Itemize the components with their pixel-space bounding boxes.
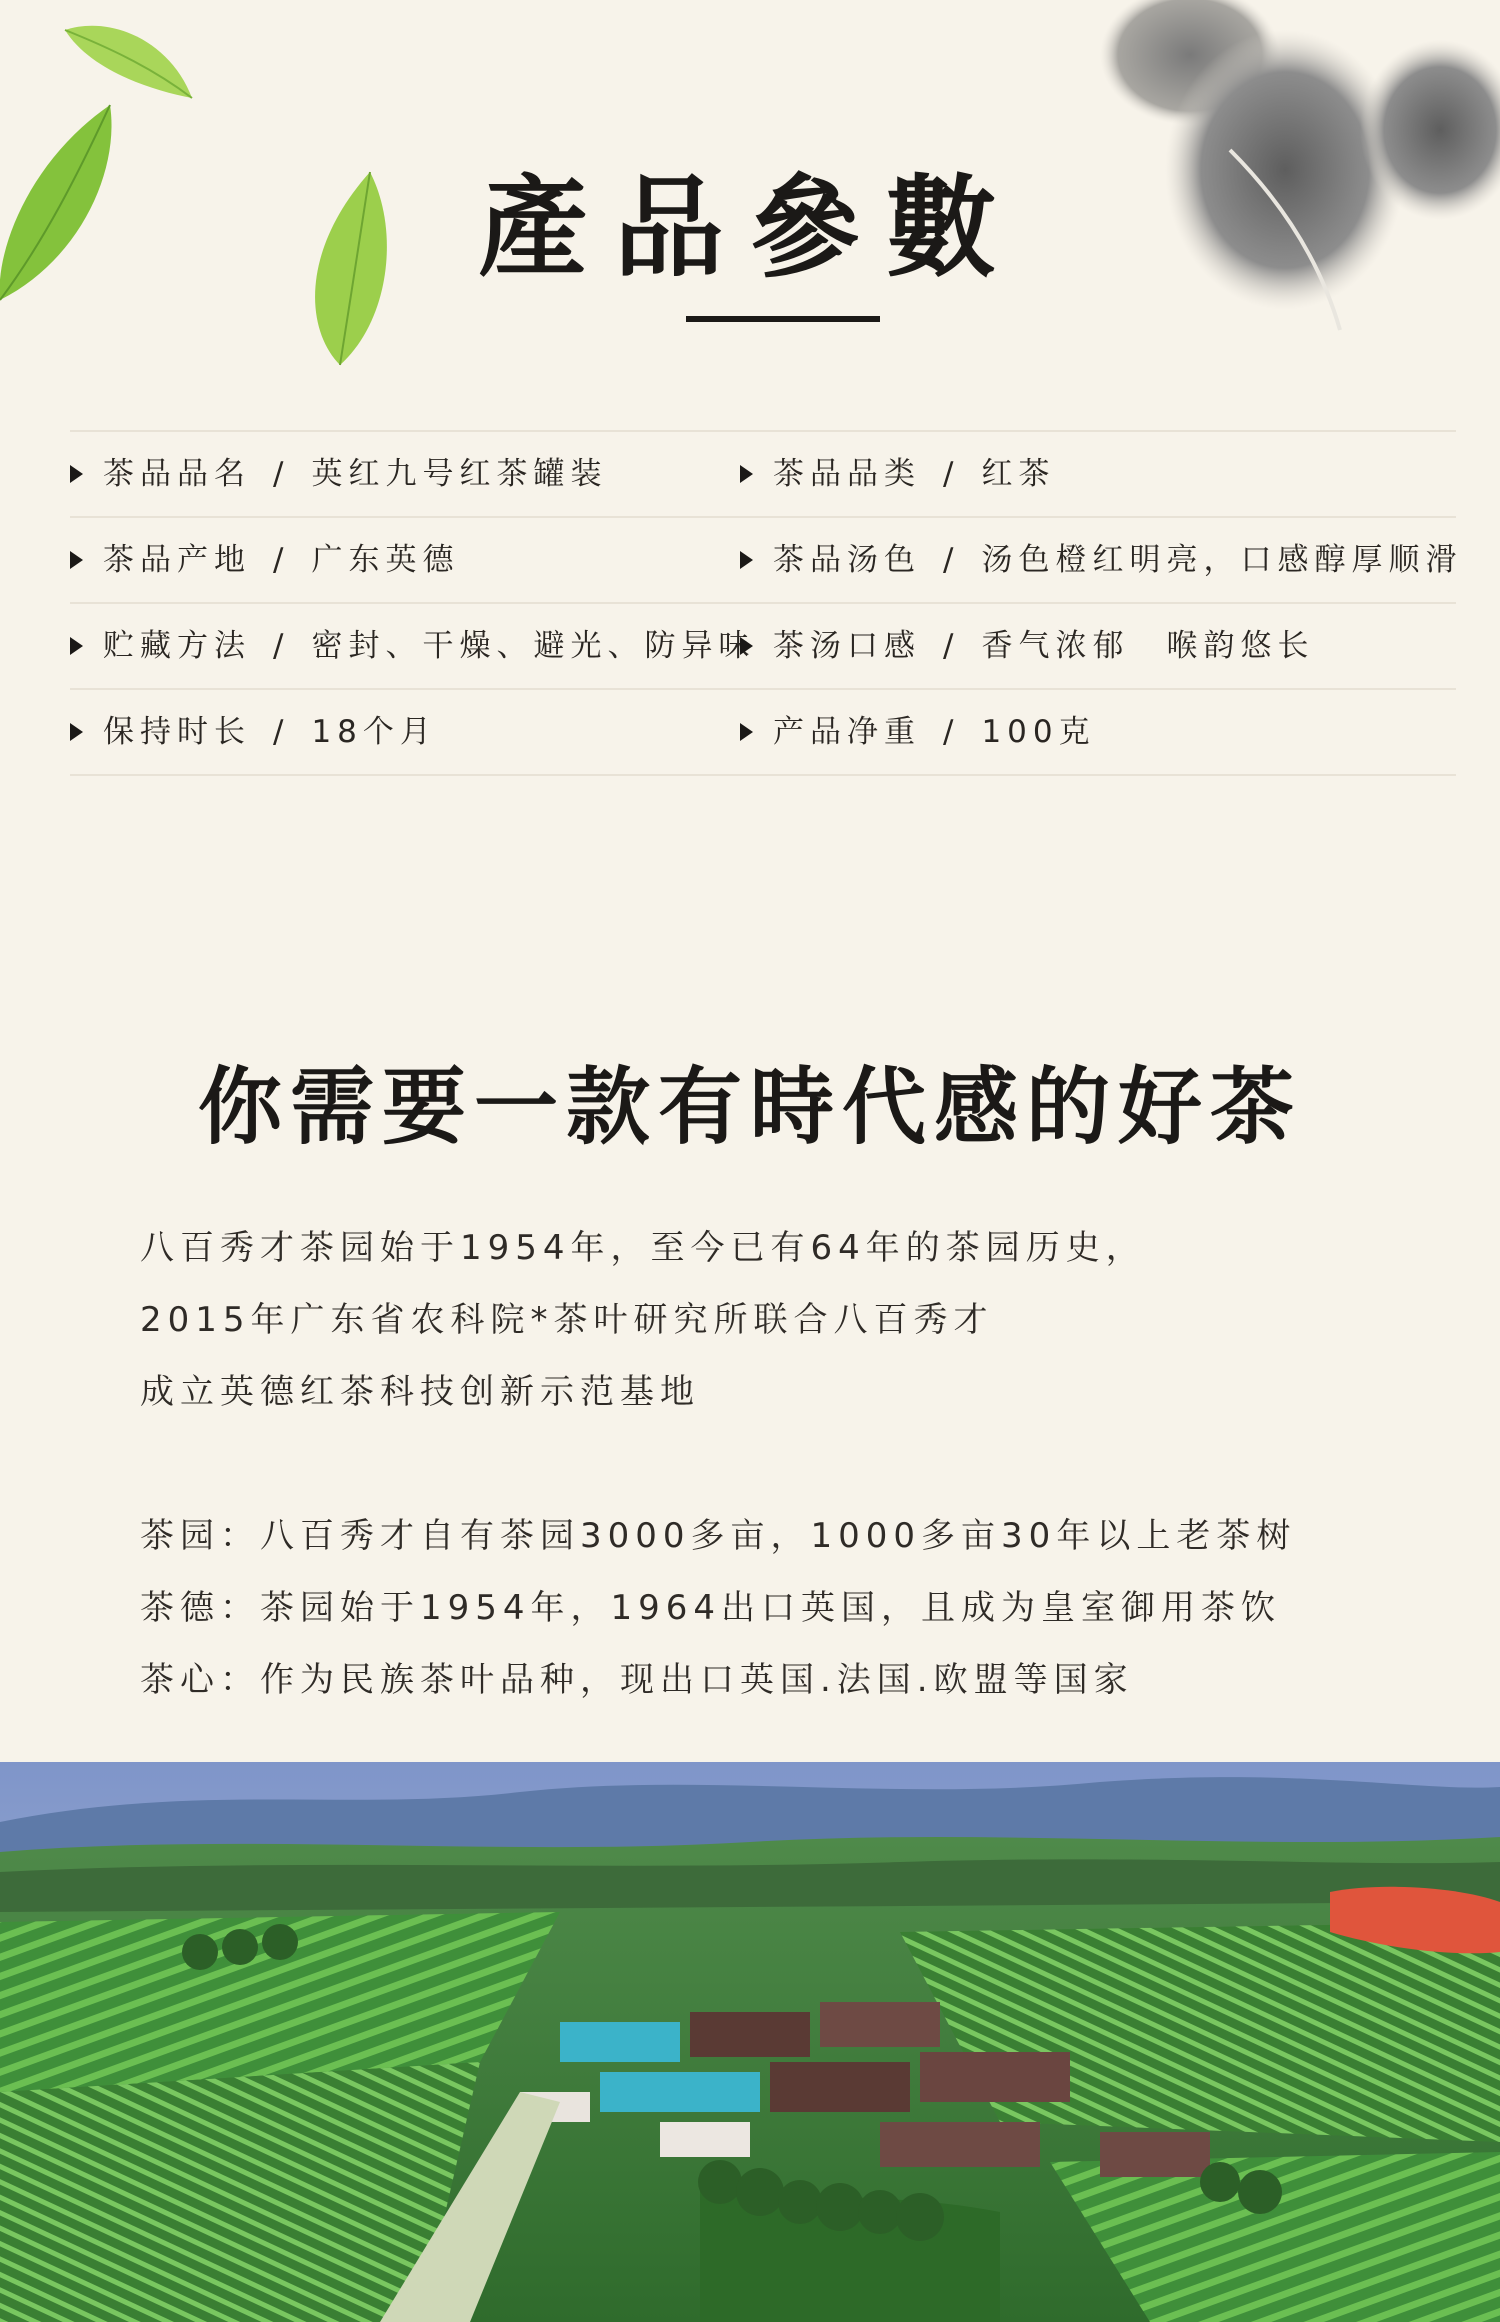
- param-separator: /: [943, 456, 960, 492]
- slogan-heading: 你需要一款有時代感的好茶: [197, 1057, 1302, 1156]
- facts-paragraph: [140, 1500, 1420, 1716]
- param-separator: /: [273, 628, 290, 664]
- param-row: [70, 516, 1463, 602]
- intro-line: 2015年广东省农科院*茶叶研究所联合八百秀才: [140, 1300, 994, 1340]
- param-label: 产品净重: [773, 714, 921, 750]
- param-label: 保持时长: [103, 714, 251, 750]
- fact-line: 茶德：茶园始于1954年，1964出口英国，且成为皇室御用茶饮: [140, 1588, 1282, 1628]
- intro-line: 成立英德红茶科技创新示范基地: [140, 1372, 700, 1412]
- triangle-bullet-icon: [740, 723, 753, 741]
- param-label: 茶汤口感: [773, 628, 921, 664]
- triangle-bullet-icon: [740, 551, 753, 569]
- page-title: 產品參數: [478, 163, 1022, 292]
- param-value: 汤色橙红明亮，口感醇厚顺滑: [981, 542, 1463, 578]
- param-label: 茶品品类: [773, 456, 921, 492]
- intro-paragraph: [140, 1212, 1420, 1428]
- param-cell: [70, 690, 437, 774]
- param-cell: [70, 604, 755, 688]
- param-separator: /: [273, 542, 290, 578]
- param-value: 密封、干燥、避光、防异味: [311, 628, 756, 664]
- fact-line: 茶心：作为民族茶叶品种，现出口英国.法国.欧盟等国家: [140, 1660, 1134, 1700]
- triangle-bullet-icon: [70, 465, 83, 483]
- triangle-bullet-icon: [70, 637, 83, 655]
- param-cell: [740, 690, 1096, 774]
- tea-garden-aerial-photo: [0, 1762, 1500, 2322]
- param-label: 贮藏方法: [103, 628, 251, 664]
- param-row: [70, 430, 1456, 516]
- leaf-decoration-top: [60, 20, 200, 110]
- param-cell: [70, 432, 607, 516]
- param-separator: /: [943, 542, 960, 578]
- param-label: 茶品产地: [103, 542, 251, 578]
- param-cell: [740, 432, 1055, 516]
- intro-line: 八百秀才茶园始于1954年，至今已有64年的茶园历史，: [140, 1228, 1146, 1268]
- title-underline: [686, 316, 880, 322]
- param-value: 英红九号红茶罐装: [311, 456, 608, 492]
- product-params-table: [70, 430, 1463, 776]
- param-label: 茶品品名: [103, 456, 251, 492]
- param-value: 18个月: [311, 714, 437, 750]
- param-separator: /: [943, 714, 960, 750]
- param-row: [70, 602, 1456, 688]
- triangle-bullet-icon: [740, 465, 753, 483]
- param-cell: [740, 518, 1462, 602]
- param-cell: [70, 518, 459, 602]
- param-cell: [740, 604, 1314, 688]
- param-separator: /: [273, 714, 290, 750]
- fact-line: 茶园：八百秀才自有茶园3000多亩，1000多亩30年以上老茶树: [140, 1516, 1297, 1556]
- param-label: 茶品汤色: [773, 542, 921, 578]
- triangle-bullet-icon: [70, 723, 83, 741]
- param-separator: /: [273, 456, 290, 492]
- param-separator: /: [943, 628, 960, 664]
- triangle-bullet-icon: [70, 551, 83, 569]
- param-value: 100克: [981, 714, 1096, 750]
- triangle-bullet-icon: [740, 637, 753, 655]
- param-row: [70, 688, 1456, 776]
- param-value: 广东英德: [311, 542, 460, 578]
- param-value: 红茶: [981, 456, 1056, 492]
- param-value: 香气浓郁 喉韵悠长: [981, 628, 1315, 664]
